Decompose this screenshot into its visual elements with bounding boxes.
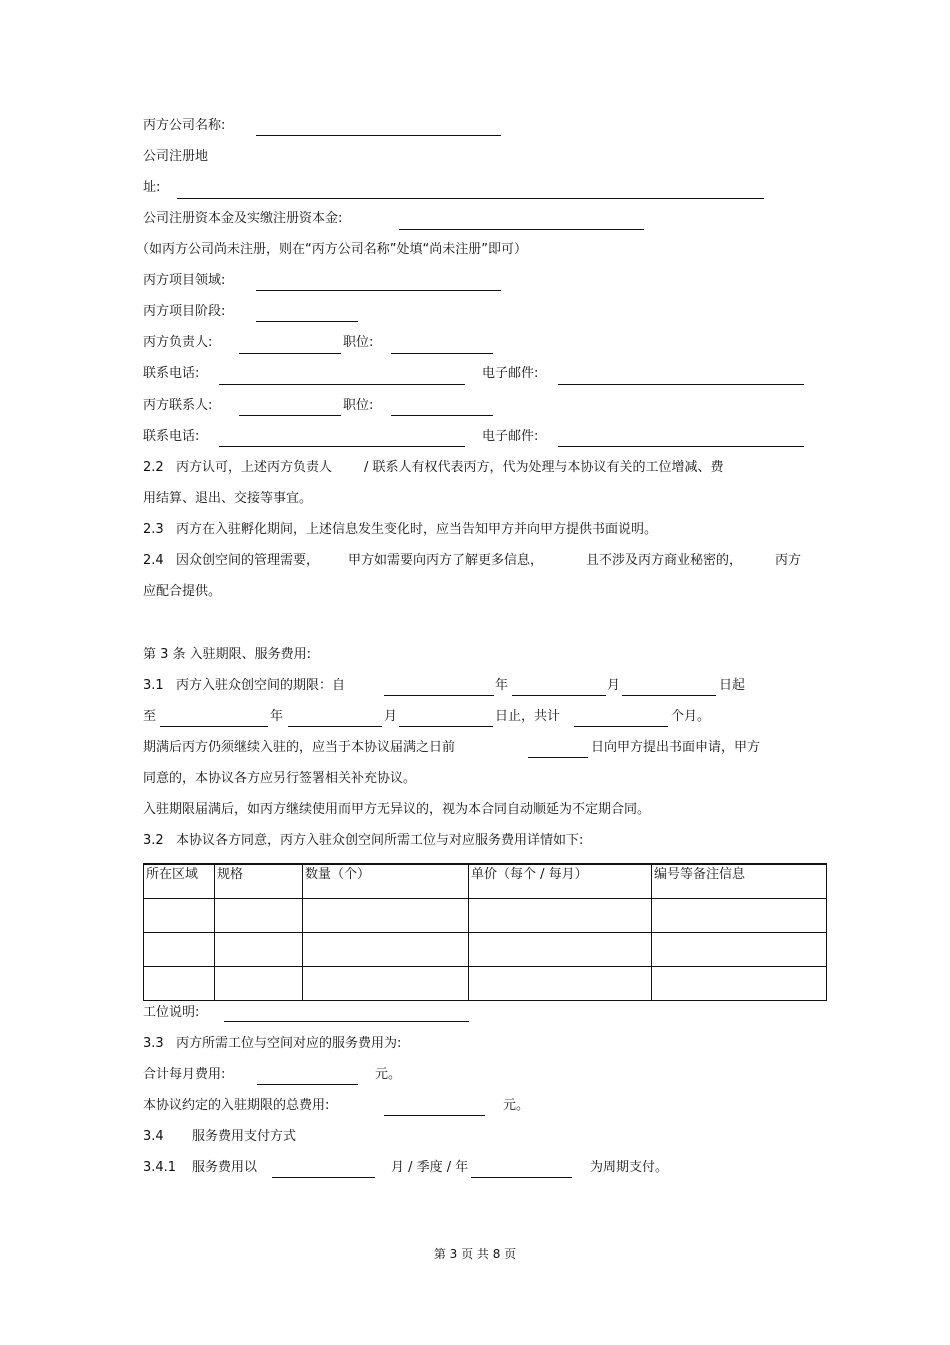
leader-label: 丙方负责人: bbox=[143, 335, 213, 350]
table-cell[interactable] bbox=[144, 899, 215, 933]
leader-position-blank[interactable] bbox=[391, 353, 493, 354]
clause-3-2-text: 本协议各方同意，丙方入驻众创空间所需工位与对应服务费用详情如下: bbox=[176, 833, 584, 848]
registration-note: （如丙方公司尚未注册，则在“丙方公司名称”处填“尚未注册”即可） bbox=[136, 242, 527, 257]
workstation-note-blank[interactable] bbox=[224, 1021, 469, 1022]
email-blank[interactable] bbox=[558, 384, 804, 385]
start-day-unit: 日起 bbox=[719, 678, 746, 693]
phone-label: 联系电话: bbox=[143, 366, 200, 381]
header-unit-price: 单价（每个 / 每月） bbox=[469, 864, 652, 899]
contact-label: 丙方联系人: bbox=[143, 398, 213, 413]
renewal-text-a: 期满后丙方仍须继续入驻的，应当于本协议届满之日前 bbox=[143, 740, 456, 755]
clause-3-1-number: 3.1 bbox=[143, 678, 164, 693]
table-cell[interactable] bbox=[652, 967, 827, 1001]
table-cell[interactable] bbox=[652, 899, 827, 933]
workstation-note-label: 工位说明: bbox=[143, 1005, 200, 1020]
clause-3-3-number: 3.3 bbox=[143, 1036, 164, 1051]
total-months-blank[interactable] bbox=[574, 726, 668, 727]
clause-2-4-text-c: 且不涉及丙方商业秘密的， bbox=[586, 553, 743, 568]
header-spec: 规格 bbox=[215, 864, 303, 899]
table-row bbox=[144, 967, 827, 1001]
header-quantity: 数量（个） bbox=[303, 864, 469, 899]
renewal-text-b: 日向甲方提出书面申请，甲方 bbox=[591, 740, 761, 755]
to-label: 至 bbox=[143, 709, 157, 724]
contact-position-label: 职位: bbox=[343, 398, 374, 413]
months-unit: 个月。 bbox=[671, 709, 711, 724]
clause-3-4-1-text-a: 服务费用以 bbox=[192, 1160, 258, 1175]
table-cell[interactable] bbox=[303, 933, 469, 967]
phone-label-2: 联系电话: bbox=[143, 429, 200, 444]
clause-2-3-number: 2.3 bbox=[143, 522, 164, 537]
workstation-fee-table bbox=[143, 863, 827, 1001]
table-row bbox=[144, 899, 827, 933]
table-header-row bbox=[144, 864, 827, 899]
clause-3-4-text: 服务费用支付方式 bbox=[192, 1129, 297, 1144]
stage-label: 丙方项目阶段: bbox=[143, 304, 226, 319]
clause-2-2-text-c: 用结算、退出、交接等事宜。 bbox=[143, 491, 313, 506]
end-day-blank[interactable] bbox=[399, 726, 493, 727]
clause-2-4-text-a: 因众创空间的管理需要， bbox=[176, 553, 320, 568]
header-remarks: 编号等备注信息 bbox=[652, 864, 827, 899]
page-footer: 第 3 页 共 8 页 bbox=[433, 1247, 517, 1261]
table-cell[interactable] bbox=[469, 899, 652, 933]
table-cell[interactable] bbox=[652, 933, 827, 967]
start-month-blank[interactable] bbox=[512, 695, 606, 696]
end-month-blank[interactable] bbox=[288, 726, 382, 727]
clause-3-4-1-text-c: 为周期支付。 bbox=[590, 1160, 669, 1175]
leader-position-label: 职位: bbox=[343, 335, 374, 350]
capital-label: 公司注册资本金及实缴注册资本金: bbox=[143, 211, 343, 226]
domain-blank[interactable] bbox=[256, 290, 501, 291]
table-cell[interactable] bbox=[303, 899, 469, 933]
renewal-days-blank[interactable] bbox=[528, 757, 588, 758]
start-year-blank[interactable] bbox=[384, 695, 494, 696]
clause-2-4-number: 2.4 bbox=[143, 553, 164, 568]
auto-extend-text: 入驻期限届满后，如丙方继续使用而甲方无异议的，视为本合同自动顺延为不定期合同。 bbox=[143, 802, 651, 817]
email-blank-2[interactable] bbox=[558, 446, 804, 447]
email-label: 电子邮件: bbox=[482, 366, 539, 381]
article-3-title: 第 3 条 入驻期限、服务费用: bbox=[143, 647, 312, 662]
reg-address-blank[interactable] bbox=[177, 198, 764, 199]
renewal-text-c: 同意的，本协议各方应另行签署相关补充协议。 bbox=[143, 771, 417, 786]
phone-blank[interactable] bbox=[219, 384, 465, 385]
email-label-2: 电子邮件: bbox=[482, 429, 539, 444]
total-fee-label: 本协议约定的入驻期限的总费用: bbox=[143, 1098, 330, 1113]
total-fee-unit: 元。 bbox=[503, 1098, 530, 1113]
monthly-fee-blank[interactable] bbox=[257, 1084, 358, 1085]
clause-2-2-number: 2.2 bbox=[143, 460, 164, 475]
end-month-unit: 月 bbox=[384, 709, 398, 724]
table-cell[interactable] bbox=[469, 933, 652, 967]
phone-blank-2[interactable] bbox=[219, 446, 465, 447]
payment-cycle-blank-1[interactable] bbox=[272, 1177, 375, 1178]
monthly-fee-unit: 元。 bbox=[375, 1067, 402, 1082]
table-cell[interactable] bbox=[215, 967, 303, 1001]
clause-3-3-text: 丙方所需工位与空间对应的服务费用为: bbox=[176, 1036, 402, 1051]
clause-2-3-text: 丙方在入驻孵化期间，上述信息发生变化时，应当告知甲方并向甲方提供书面说明。 bbox=[176, 522, 658, 537]
monthly-fee-label: 合计每月费用: bbox=[143, 1067, 226, 1082]
clause-2-2-text-b: / 联系人有权代表丙方，代为处理与本协议有关的工位增减、费 bbox=[364, 460, 724, 475]
total-fee-blank[interactable] bbox=[384, 1115, 485, 1116]
clause-3-4-1-text-b: 月 / 季度 / 年 bbox=[391, 1160, 469, 1175]
reg-address-label-2: 址: bbox=[143, 180, 161, 195]
end-year-unit: 年 bbox=[270, 709, 284, 724]
table-cell[interactable] bbox=[215, 899, 303, 933]
payment-cycle-blank-2[interactable] bbox=[471, 1177, 572, 1178]
clause-2-4-text-e: 应配合提供。 bbox=[143, 584, 222, 599]
table-cell[interactable] bbox=[144, 967, 215, 1001]
company-name-blank[interactable] bbox=[256, 135, 501, 136]
company-name-label: 丙方公司名称: bbox=[143, 118, 226, 133]
start-year-unit: 年 bbox=[495, 678, 509, 693]
clause-3-1-text: 丙方入驻众创空间的期限：自 bbox=[176, 678, 346, 693]
start-day-blank[interactable] bbox=[622, 695, 716, 696]
leader-blank[interactable] bbox=[239, 353, 341, 354]
clause-2-2-text-a: 丙方认可，上述丙方负责人 bbox=[176, 460, 333, 475]
end-year-blank[interactable] bbox=[160, 726, 268, 727]
clause-2-4-text-d: 丙方 bbox=[775, 553, 802, 568]
clause-3-4-1-number: 3.4.1 bbox=[143, 1160, 177, 1175]
header-area: 所在区域 bbox=[144, 864, 215, 899]
table-cell[interactable] bbox=[144, 933, 215, 967]
start-month-unit: 月 bbox=[607, 678, 621, 693]
end-day-unit: 日止，共计 bbox=[495, 709, 561, 724]
clause-3-2-number: 3.2 bbox=[143, 833, 164, 848]
table-row bbox=[144, 933, 827, 967]
table-cell[interactable] bbox=[215, 933, 303, 967]
table-cell[interactable] bbox=[469, 967, 652, 1001]
contact-blank[interactable] bbox=[239, 415, 341, 416]
stage-blank[interactable] bbox=[256, 321, 358, 322]
capital-blank[interactable] bbox=[399, 229, 644, 230]
contact-position-blank[interactable] bbox=[391, 415, 493, 416]
table-cell[interactable] bbox=[303, 967, 469, 1001]
clause-2-4-text-b: 甲方如需要向丙方了解更多信息， bbox=[348, 553, 544, 568]
domain-label: 丙方项目领域: bbox=[143, 273, 226, 288]
clause-3-4-number: 3.4 bbox=[143, 1129, 164, 1144]
reg-address-label-1: 公司注册地 bbox=[143, 149, 209, 164]
